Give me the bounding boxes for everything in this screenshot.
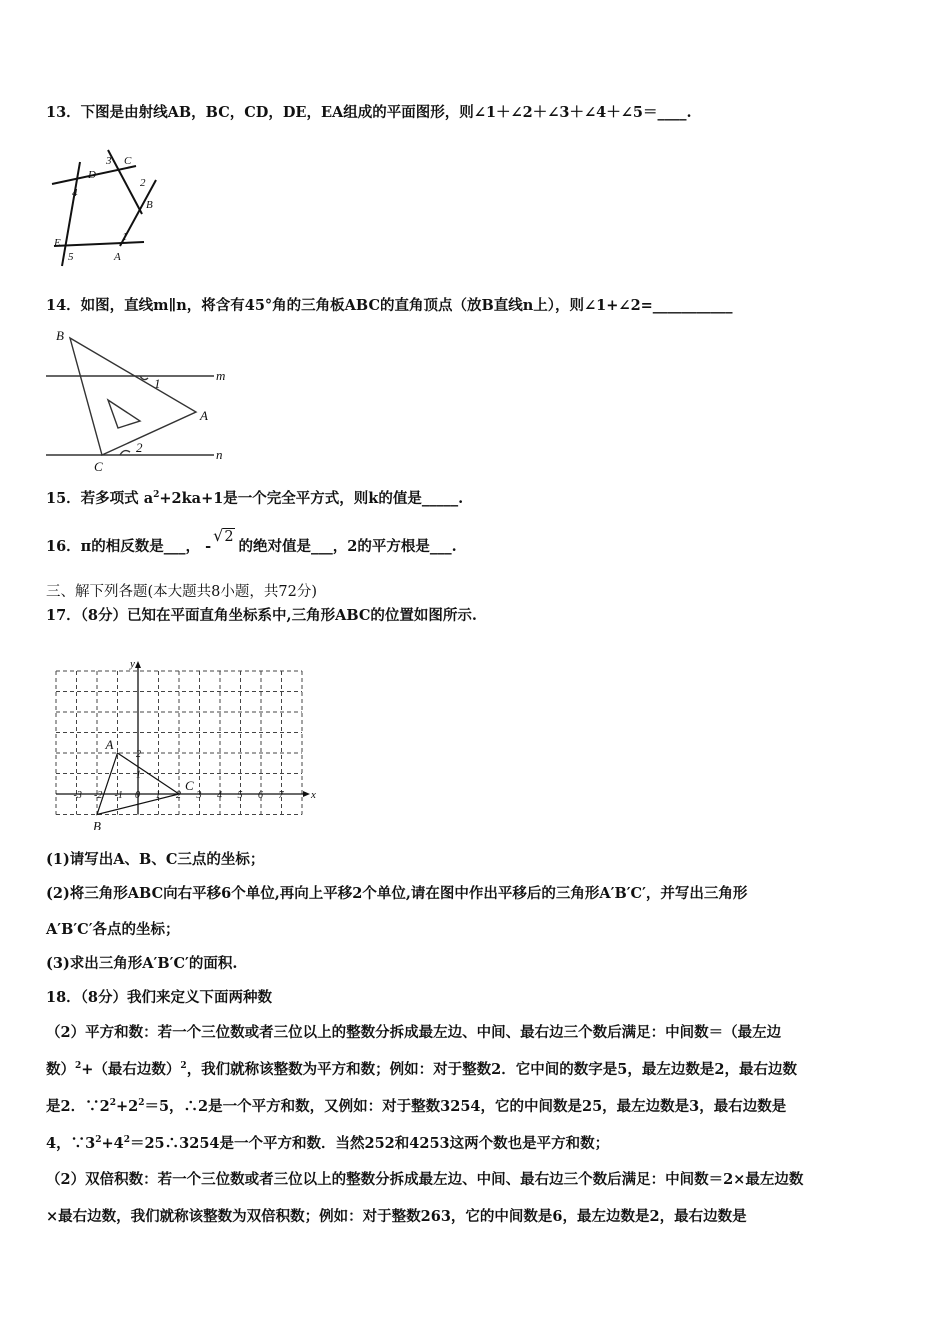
x-tick-label: 7	[278, 790, 284, 801]
section-3-title: 三、解下列各题(本大题共8小题，共72分)	[46, 584, 317, 600]
q18-p1-line3	[46, 1097, 786, 1117]
q18-p2-line2: ×最右边数，我们就称该整数为双倍积数；例如：对于整数263，它的中间数是6，最左边数是2，最右边数是	[46, 1208, 747, 1225]
text: +（最右边数）	[81, 1061, 181, 1078]
radical-sign: √	[213, 526, 224, 545]
q15-exponent: 2	[153, 490, 160, 501]
sqrt-expression	[213, 526, 234, 557]
x-tick-label: 3	[196, 790, 202, 801]
ray-ae	[54, 242, 144, 246]
x-tick-label: 2	[176, 790, 181, 801]
label-b: B	[146, 199, 153, 211]
exponent: 2	[95, 1135, 102, 1146]
triangle-inner-hole	[108, 400, 140, 428]
point-label-a: A	[105, 737, 114, 752]
label-a: A	[114, 251, 121, 263]
q17-sub1: (1)请写出A、B、C三点的坐标；	[46, 851, 265, 868]
q17-sub3: (3)求出三角形A′B′C′的面积.	[46, 955, 238, 972]
text: +4	[101, 1135, 124, 1152]
x-tick-label: 0	[135, 790, 140, 801]
label-2: 2	[136, 440, 143, 455]
exponent: 2	[75, 1061, 82, 1072]
x-tick-label: 4	[217, 790, 222, 801]
text: ，我们就称该整数为平方和数；例如：对于整数2．它中间的数字是5，最左边数是2，最右边数	[186, 1061, 797, 1078]
label-3: 3	[106, 155, 112, 167]
y-axis-label: y	[130, 658, 135, 670]
label-m: m	[216, 368, 226, 383]
label-e: E	[54, 237, 61, 249]
exponent: 2	[138, 1098, 145, 1109]
q15-text	[46, 489, 463, 509]
label-c: C	[124, 155, 132, 167]
q14-text: 14．如图，直线m∥n，将含有45°角的三角板ABC的直角顶点（放B直线n上），则∠1+∠2=___________	[46, 297, 733, 314]
q17-coordinate-figure	[50, 650, 322, 830]
radicand: 2	[224, 529, 234, 545]
point-label-c: C	[185, 778, 194, 793]
label-5: 5	[68, 251, 74, 263]
x-tick-label: -3	[73, 790, 82, 801]
y-tick-label: 2	[136, 749, 141, 760]
label-n: n	[216, 447, 223, 462]
text: 是2．∵2	[46, 1098, 110, 1115]
x-tick-label: -1	[114, 790, 123, 801]
label-c: C	[94, 459, 103, 474]
exponent: 2	[109, 1098, 116, 1109]
exponent: 2	[123, 1135, 130, 1146]
q18-p1-line1: （2）平方和数：若一个三位数或者三位以上的整数分拆成最左边、中间、最右边三个数后满足：中间数＝（最左边	[46, 1024, 782, 1041]
q16-pre: 16．π的相反数是___， -	[46, 538, 212, 555]
y-axis-arrow	[135, 661, 141, 668]
text: ＝25∴3254是一个平方和数．当然252和4253这两个数也是平方和数；	[129, 1135, 610, 1152]
q18-stem: 18．（8分）我们来定义下面两种数	[46, 989, 273, 1006]
q13-text: 13．下图是由射线AB，BC，CD，DE，EA组成的平面图形，则∠1＋∠2＋∠3＋∠4＋∠5＝____.	[46, 104, 692, 121]
label-1: 1	[154, 376, 161, 391]
q17-stem: 17．（8分）已知在平面直角坐标系中,三角形ABC的位置如图所示.	[46, 607, 477, 624]
label-1: 1	[122, 231, 128, 243]
text: ＝5，∴2是一个平方和数，又例如：对于整数3254，它的中间数是25，最左边数是3，最右边数是	[144, 1098, 787, 1115]
x-tick-label: -2	[94, 790, 103, 801]
x-tick-label: 1	[155, 790, 161, 801]
exponent: 2	[180, 1061, 187, 1072]
q14-figure	[44, 324, 240, 476]
x-axis-arrow	[303, 791, 310, 797]
coordinate-grid	[50, 650, 322, 830]
q18-p1-line2	[46, 1060, 797, 1080]
text: 4，∵3	[46, 1135, 96, 1152]
triangle-abc	[70, 338, 196, 455]
point-label-b: B	[93, 818, 101, 830]
q15-post: +2ka+1是一个完全平方式，则k的值是_____.	[159, 490, 464, 507]
x-axis-label: x	[311, 789, 316, 801]
x-tick-label: 5	[237, 790, 243, 801]
q18-p2-line1: （2）双倍积数：若一个三位数或者三位以上的整数分拆成最左边、中间、最右边三个数后满足：中间数＝2×最左边数	[46, 1171, 804, 1188]
label-a: A	[200, 408, 208, 423]
label-2: 2	[140, 177, 146, 189]
y-tick-label: 1	[136, 769, 141, 781]
text: 数）	[46, 1061, 75, 1078]
label-d: D	[88, 169, 96, 181]
q17-sub2-line2: A′B′C′各点的坐标；	[46, 921, 180, 938]
q18-p1-line4	[46, 1134, 609, 1154]
text: +2	[115, 1098, 139, 1115]
label-b: B	[56, 328, 64, 343]
q13-figure	[48, 146, 168, 270]
x-tick-label: 6	[258, 790, 263, 801]
label-4: 4	[72, 187, 78, 199]
q16-post: 的绝对值是___，2的平方根是___.	[238, 538, 457, 555]
q16-text	[46, 526, 457, 557]
q17-sub2-line1: (2)将三角形ABC向右平移6个单位,再向上平移2个单位,请在图中作出平移后的三角形A′B′C′，并写出三角形	[46, 885, 748, 902]
q15-pre: 15．若多项式 a	[46, 490, 154, 507]
